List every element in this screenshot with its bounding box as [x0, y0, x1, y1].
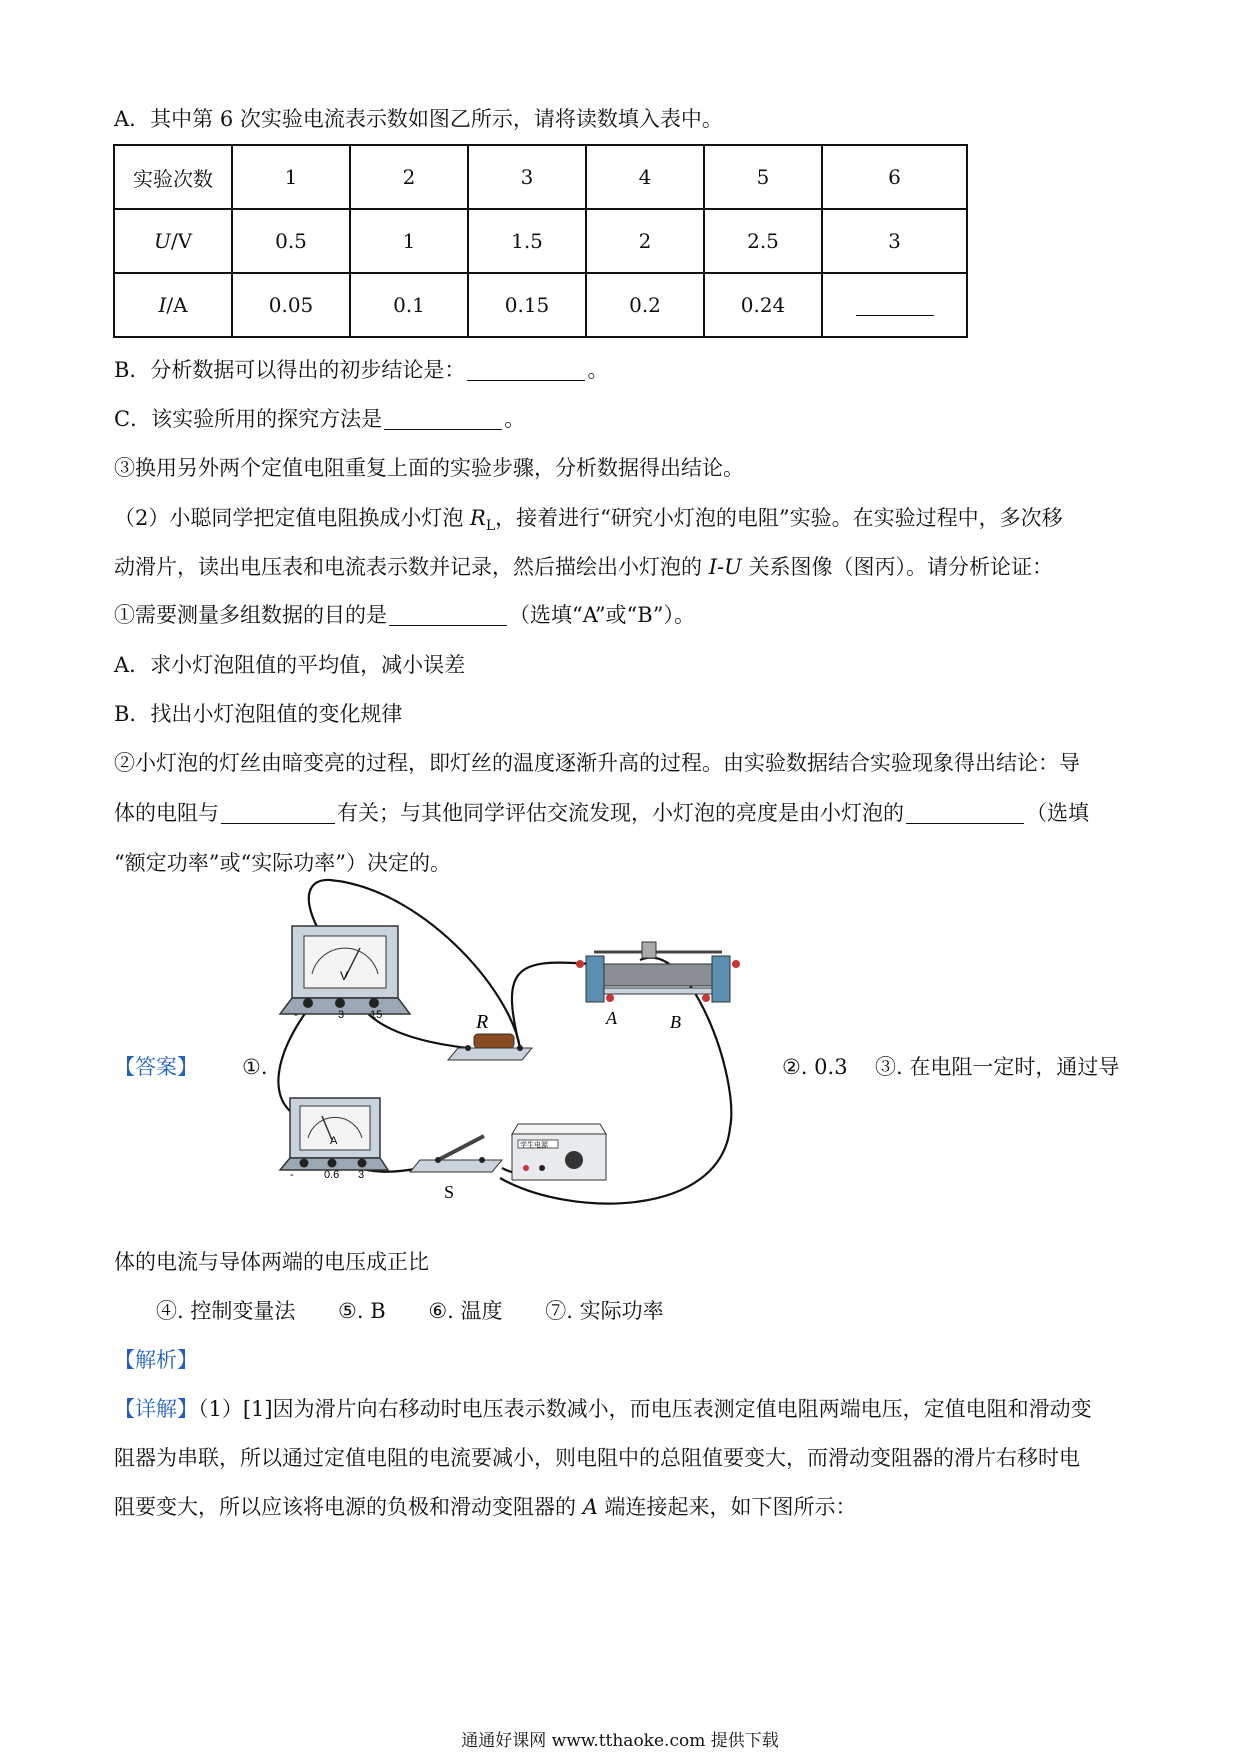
row-header-current — [114, 273, 232, 337]
voltmeter-icon — [280, 926, 410, 1021]
q2-2-text: （选填 — [1026, 801, 1089, 825]
answer-blank[interactable] — [467, 358, 585, 381]
detail-label: 【详解】 — [114, 1397, 198, 1421]
q2-1-text: ①需要测量多组数据的目的是 — [114, 603, 387, 627]
voltmeter-label: V — [340, 969, 349, 983]
q2-1-end: （选填“A”或“B”）。 — [509, 603, 695, 627]
resistor-label: R — [476, 1011, 489, 1033]
iu-symbol: I-U — [708, 555, 742, 579]
row-header-voltage — [114, 209, 232, 273]
q2-text: ，接着进行“研究小灯泡的电阻”实验。在实验过程中，多次移 — [495, 506, 1063, 530]
q2-text: 动滑片，读出电压表和电流表示数并记录，然后描绘出小灯泡的 — [114, 555, 709, 579]
detail-text: 阻要变大，所以应该将电源的负极和滑动变阻器的 — [114, 1495, 583, 1519]
answer-blank-cell — [822, 273, 967, 337]
rheostat-icon — [576, 942, 740, 1032]
page-footer: 通通好课网 www.tthaoke.com 提供下载 — [461, 1731, 779, 1751]
answer-3: ③. 在电阻一定时，通过导 — [875, 1055, 1120, 1079]
table-row — [114, 209, 967, 273]
q2-2-text: 体的电阻与 — [114, 801, 219, 825]
table-cell: 4 — [586, 145, 704, 209]
table-cell: 2 — [350, 145, 468, 209]
current-symbol: I — [158, 293, 167, 317]
table-cell: 1 — [350, 209, 468, 273]
table-cell: 6 — [822, 145, 967, 209]
power-supply-label: 学生电源 — [520, 1141, 548, 1149]
question-2-line2 — [114, 552, 1053, 582]
table-cell: 5 — [704, 145, 822, 209]
voltage-symbol: U — [153, 229, 171, 253]
ammeter-terminal-neg: - — [290, 1169, 294, 1181]
q2-text: 关系图像（图丙）。请分析论证： — [741, 555, 1053, 579]
circuit-diagram — [270, 878, 790, 1248]
ammeter-label: A — [330, 1135, 338, 1147]
table-cell: 1.5 — [468, 209, 586, 273]
answer-blank[interactable] — [389, 603, 507, 626]
question-2-2-line1: ②小灯泡的灯丝由暗变亮的过程，即灯丝的温度逐渐升高的过程。由实验数据结合实验现象得出结论：导 — [114, 751, 1080, 775]
answer-6: ⑥. 温度 — [428, 1299, 503, 1323]
question-c-end: 。 — [504, 407, 526, 431]
table-cell: 2.5 — [704, 209, 822, 273]
rheostat-terminal-b: B — [670, 1012, 681, 1032]
analysis-label: 【解析】 — [114, 1348, 198, 1372]
ammeter-terminal-06: 0.6 — [324, 1169, 340, 1181]
question-2-line1 — [114, 503, 1063, 541]
detail-text: （1）[1]因为滑片向右移动时电压表示数减小，而电压表测定值电阻两端电压，定值电阻和滑动变 — [198, 1397, 1092, 1421]
rheostat-terminal-a: A — [606, 1008, 617, 1028]
question-c-text: C．该实验所用的探究方法是 — [114, 407, 383, 431]
table-cell: 0.24 — [704, 273, 822, 337]
current-unit: /A — [166, 293, 188, 317]
table-cell: 2 — [586, 209, 704, 273]
answer-7: ⑦. 实际功率 — [545, 1299, 664, 1323]
voltmeter-terminal-neg: - — [294, 1009, 298, 1021]
question-2-1 — [114, 600, 695, 630]
question-b-end: 。 — [587, 358, 609, 382]
table-cell: 3 — [468, 145, 586, 209]
switch-icon — [410, 1136, 502, 1202]
voltmeter-terminal-3: 3 — [338, 1009, 345, 1021]
rl-subscript: L — [485, 518, 496, 535]
table-cell: 0.1 — [350, 273, 468, 337]
detail-line3 — [114, 1492, 857, 1522]
table-cell: 3 — [822, 209, 967, 273]
answer-label: 【答案】 — [114, 1055, 198, 1079]
table-cell: 0.15 — [468, 273, 586, 337]
rl-symbol: R — [470, 506, 486, 530]
q2-2-text: 有关；与其他同学评估交流发现，小灯泡的亮度是由小灯泡的 — [337, 801, 904, 825]
answer-blank[interactable] — [384, 407, 502, 430]
option-b: B．找出小灯泡阻值的变化规律 — [114, 702, 403, 726]
answer-blank[interactable] — [856, 293, 934, 316]
table-row — [114, 273, 967, 337]
answer-blank[interactable] — [221, 801, 335, 824]
answer-3-continued: 体的电流与导体两端的电压成正比 — [114, 1250, 429, 1274]
step-3-text: ③换用另外两个定值电阻重复上面的实验步骤，分析数据得出结论。 — [114, 456, 744, 480]
answer-4: ④. 控制变量法 — [156, 1299, 296, 1323]
terminal-a-symbol: A — [582, 1495, 598, 1519]
switch-label: S — [444, 1182, 455, 1202]
option-a: A．求小灯泡阻值的平均值，减小误差 — [114, 653, 466, 677]
detail-line1 — [114, 1394, 1092, 1424]
row-header-trials: 实验次数 — [114, 145, 232, 209]
question-b-text: B．分析数据可以得出的初步结论是： — [114, 358, 466, 382]
ammeter-icon — [280, 1098, 388, 1181]
answer-5: ⑤. B — [338, 1299, 386, 1323]
table-cell: 0.2 — [586, 273, 704, 337]
voltage-unit: /V — [170, 229, 193, 253]
table-cell: 1 — [232, 145, 350, 209]
question-2-2-line3: “额定功率”或“实际功率”）决定的。 — [114, 851, 451, 875]
question-2-2-line2 — [114, 798, 1089, 828]
question-b — [114, 355, 608, 385]
question-a-text: A．其中第 6 次实验电流表示数如图乙所示，请将读数填入表中。 — [114, 107, 723, 131]
q2-text: （2）小聪同学把定值电阻换成小灯泡 — [114, 506, 471, 530]
answer-1: ①. — [242, 1055, 268, 1079]
detail-text: 端连接起来，如下图所示： — [597, 1495, 857, 1519]
table-cell: 0.5 — [232, 209, 350, 273]
voltmeter-terminal-15: 15 — [370, 1009, 383, 1021]
data-table — [113, 144, 968, 338]
table-cell: 0.05 — [232, 273, 350, 337]
answers-4-to-7 — [156, 1296, 664, 1326]
ammeter-terminal-3: 3 — [358, 1169, 365, 1181]
table-row — [114, 145, 967, 209]
wire — [512, 963, 590, 1048]
resistor-icon — [448, 1011, 532, 1060]
answer-blank[interactable] — [906, 801, 1024, 824]
power-supply-icon — [512, 1124, 606, 1180]
question-c — [114, 404, 525, 434]
answer-2: ②. 0.3 — [782, 1055, 848, 1079]
detail-line2: 阻器为串联，所以通过定值电阻的电流要减小，则电阻中的总阻值要变大，而滑动变阻器的滑片右移时电 — [114, 1446, 1080, 1470]
